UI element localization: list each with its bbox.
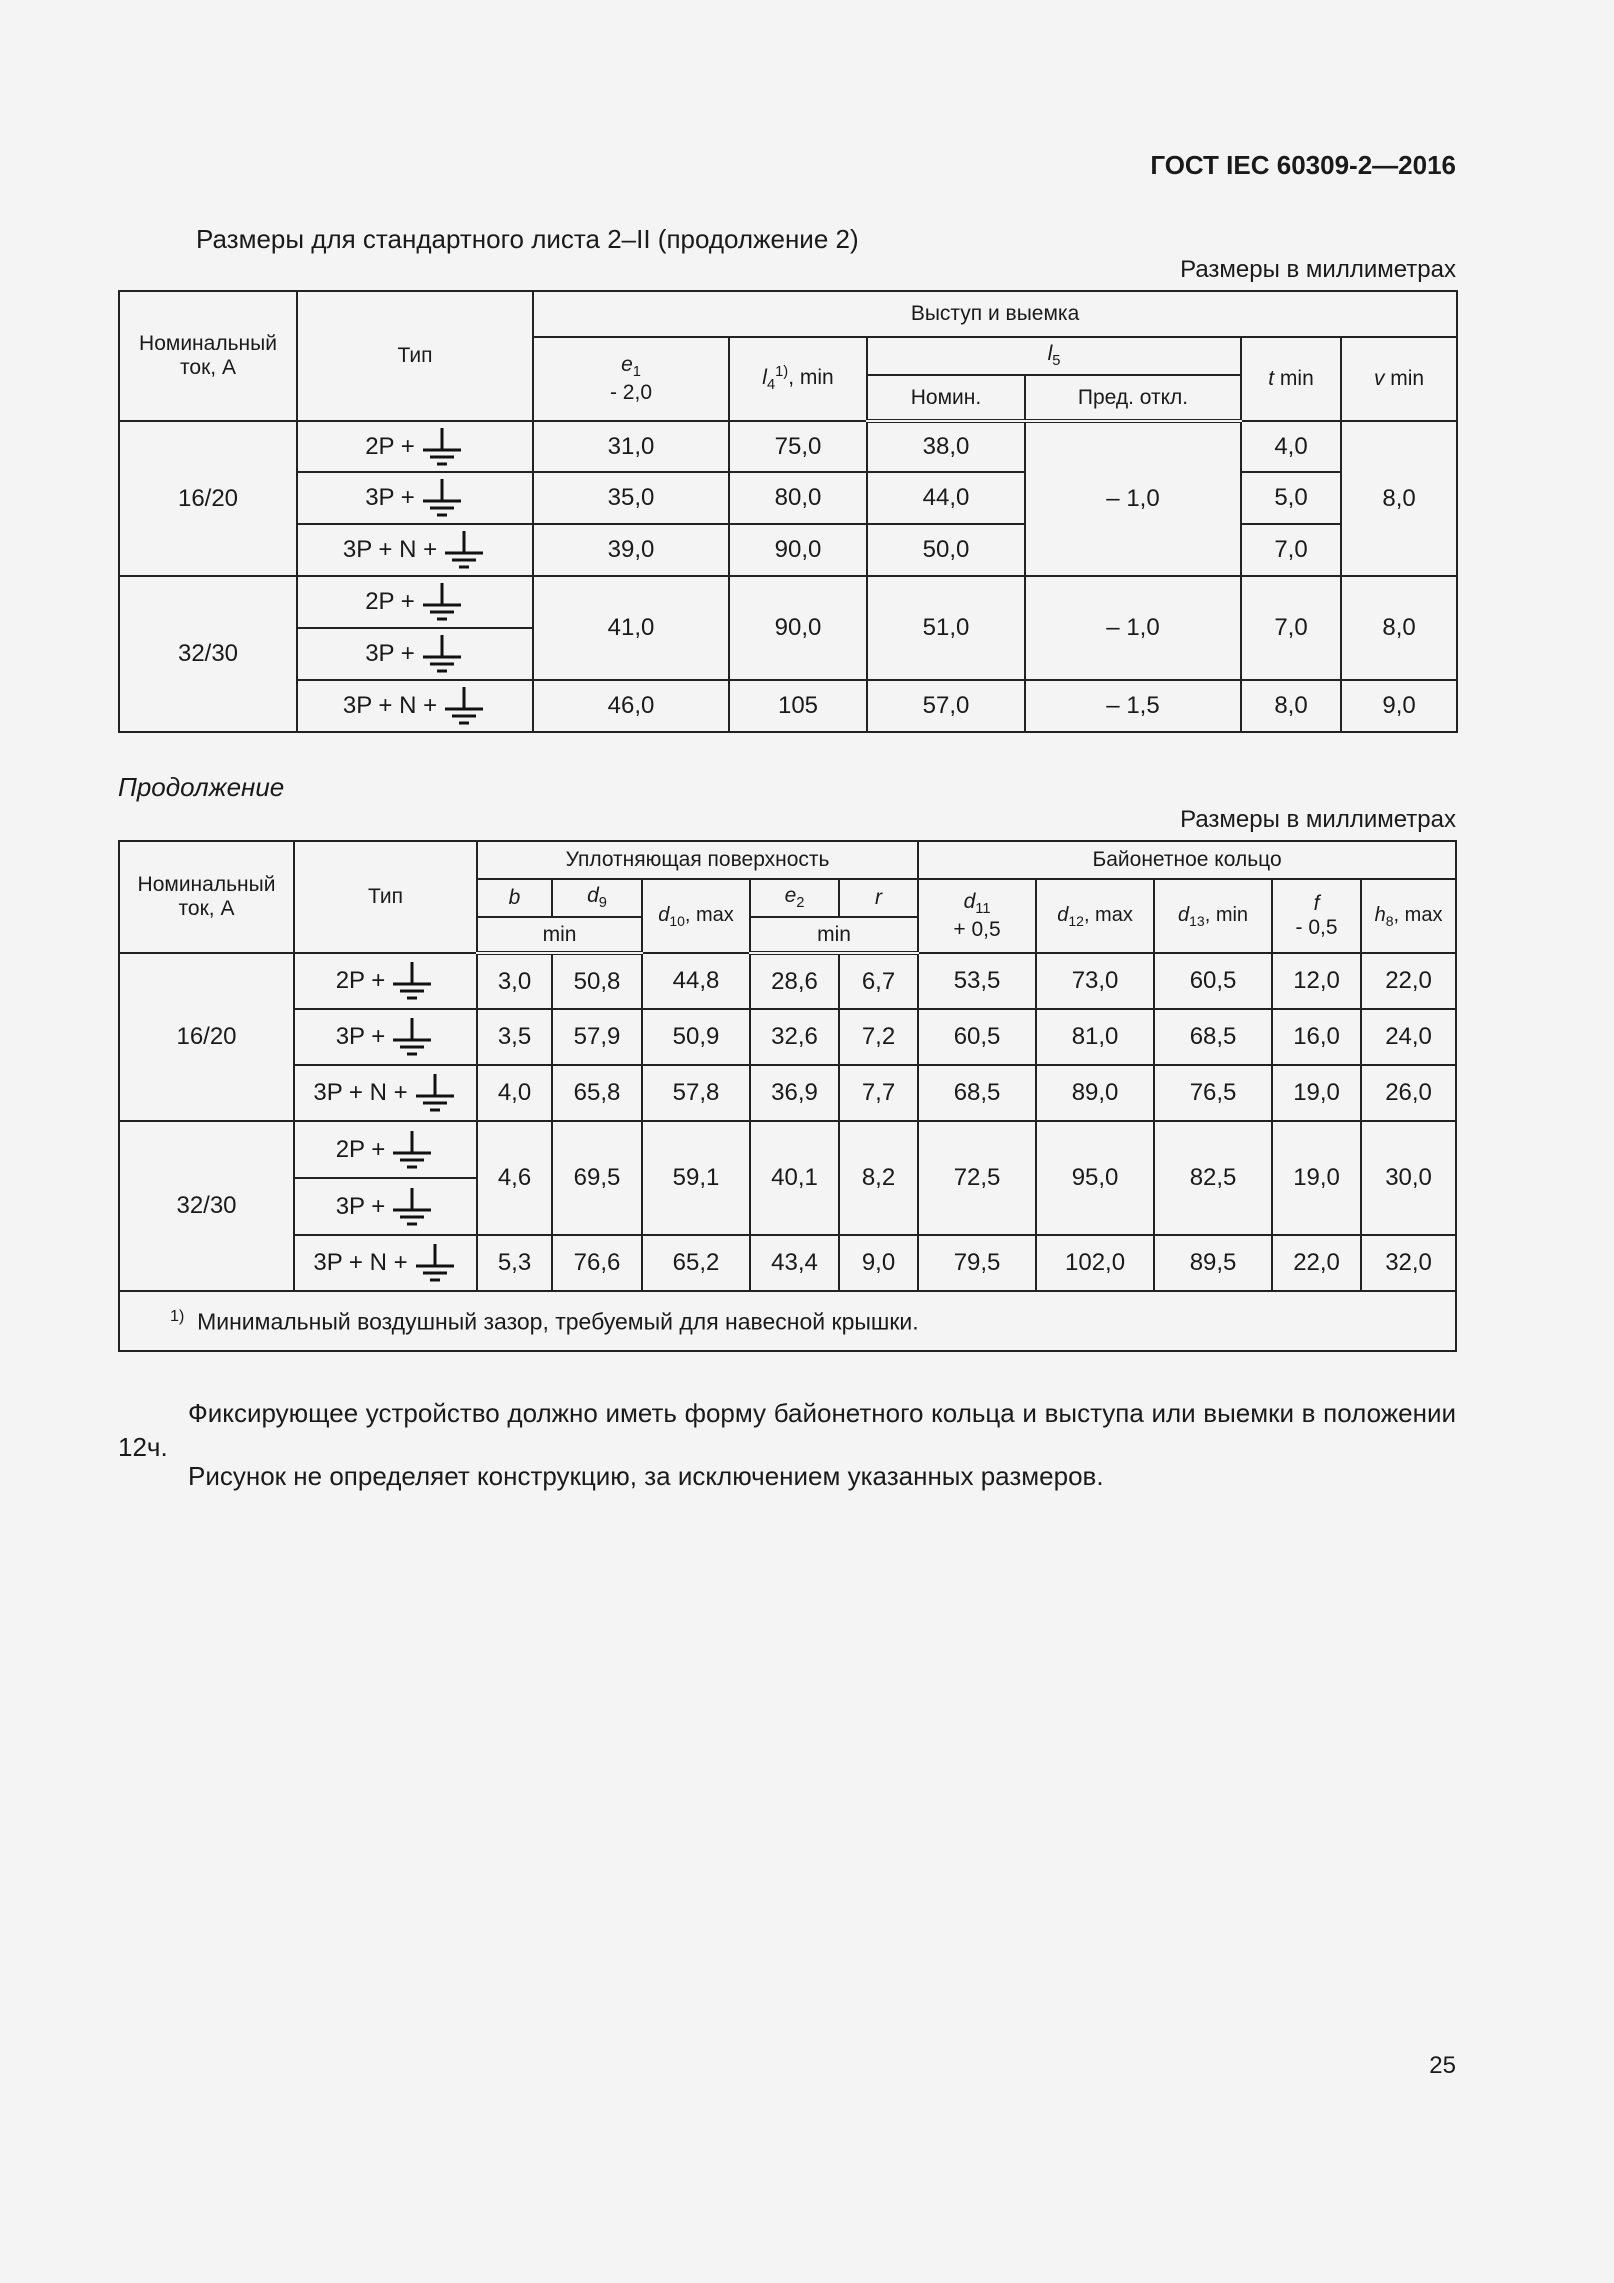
table-row <box>119 421 1457 472</box>
continuation-label: Продолжение <box>118 772 285 802</box>
d10-cell: 65,2 <box>642 1235 750 1291</box>
t-cell: 5,0 <box>1241 472 1341 524</box>
body-paragraph-2: Рисунок не определяет конструкцию, за исключением указанных размеров. <box>188 1461 1104 1491</box>
type-cell: 3P + N + <box>297 680 533 732</box>
type-cell: 3P + N + <box>297 524 533 576</box>
earth-ground-icon <box>441 685 487 727</box>
type-cell: 2P + <box>294 1121 477 1178</box>
earth-ground-icon <box>389 960 435 1002</box>
b-cell: 4,6 <box>477 1121 552 1235</box>
h8-cell: 24,0 <box>1361 1009 1456 1065</box>
f-cell: 12,0 <box>1272 953 1361 1009</box>
d13-cell: 60,5 <box>1154 953 1272 1009</box>
header-bayonet-ring: Байонетное кольцо <box>918 841 1456 879</box>
b-cell: 5,3 <box>477 1235 552 1291</box>
e1-cell: 35,0 <box>533 472 729 524</box>
d13-cell: 89,5 <box>1154 1235 1272 1291</box>
l4-cell: 90,0 <box>729 524 867 576</box>
current-cell: 16/20 <box>119 421 297 576</box>
f-cell: 16,0 <box>1272 1009 1361 1065</box>
f-cell: 19,0 <box>1272 1065 1361 1121</box>
r-cell: 8,2 <box>839 1121 918 1235</box>
f-cell: 22,0 <box>1272 1235 1361 1291</box>
earth-ground-icon <box>389 1186 435 1228</box>
table-row <box>119 953 1456 1009</box>
l4-cell: 90,0 <box>729 576 867 680</box>
deviation-cell: – 1,0 <box>1025 421 1241 576</box>
l4-cell: 80,0 <box>729 472 867 524</box>
nom-cell: 50,0 <box>867 524 1025 576</box>
current-cell: 16/20 <box>119 953 294 1121</box>
d9-cell: 50,8 <box>552 953 642 1009</box>
d13-cell: 76,5 <box>1154 1065 1272 1121</box>
d11-cell: 60,5 <box>918 1009 1036 1065</box>
b-cell: 3,5 <box>477 1009 552 1065</box>
earth-ground-icon <box>412 1072 458 1114</box>
header-d12: $d_{12}$, max <box>1036 879 1154 953</box>
table-row <box>119 576 1457 628</box>
nom-cell: 44,0 <box>867 472 1025 524</box>
d12-cell: 102,0 <box>1036 1235 1154 1291</box>
v-cell: 8,0 <box>1341 576 1457 680</box>
e2-cell: 28,6 <box>750 953 839 1009</box>
header-sealing-surface: Уплотняющая поверхность <box>477 841 918 879</box>
footnote-mark: 1) <box>170 1306 185 1325</box>
e1-cell: 46,0 <box>533 680 729 732</box>
current-cell: 32/30 <box>119 1121 294 1291</box>
header-protrusion-group: Выступ и выемка <box>533 291 1457 337</box>
header-current: Номинальный ток, А <box>119 841 294 953</box>
nom-cell: 38,0 <box>867 421 1025 472</box>
d9-cell: 69,5 <box>552 1121 642 1235</box>
r-cell: 7,7 <box>839 1065 918 1121</box>
b-cell: 3,0 <box>477 953 552 1009</box>
d11-cell: 72,5 <box>918 1121 1036 1235</box>
e1-cell: 31,0 <box>533 421 729 472</box>
header-min-e2-r: min <box>750 917 918 953</box>
dimensions-table-2 <box>118 840 1457 1352</box>
d10-cell: 44,8 <box>642 953 750 1009</box>
header-b: b <box>477 879 552 917</box>
d11-cell: 53,5 <box>918 953 1036 1009</box>
header-type: Тип <box>294 841 477 953</box>
t-cell: 7,0 <box>1241 576 1341 680</box>
type-cell: 3P + <box>294 1178 477 1235</box>
header-d9: $d_9$ <box>552 879 642 917</box>
header-d13: $d_{13}$, min <box>1154 879 1272 953</box>
type-cell: 2P + <box>294 953 477 1009</box>
body-paragraph-1: Фиксирующее устройство должно иметь форму байонетного кольца и выступа или выемки в положении 12ч. <box>118 1398 1456 1462</box>
type-cell: 3P + N + <box>294 1065 477 1121</box>
earth-ground-icon <box>419 633 465 675</box>
type-cell: 3P + N + <box>294 1235 477 1291</box>
table-row <box>119 524 1457 576</box>
d9-cell: 65,8 <box>552 1065 642 1121</box>
h8-cell: 22,0 <box>1361 953 1456 1009</box>
earth-ground-icon <box>441 529 487 571</box>
header-h8: $h_8$, max <box>1361 879 1456 953</box>
earth-ground-icon <box>389 1016 435 1058</box>
nom-cell: 51,0 <box>867 576 1025 680</box>
d10-cell: 57,8 <box>642 1065 750 1121</box>
dimensions-table-1 <box>118 290 1458 733</box>
earth-ground-icon <box>389 1129 435 1171</box>
d9-cell: 76,6 <box>552 1235 642 1291</box>
header-v: v min <box>1341 337 1457 421</box>
l4-cell: 105 <box>729 680 867 732</box>
header-r: r <box>839 879 918 917</box>
d10-cell: 59,1 <box>642 1121 750 1235</box>
header-d11: $d_{11}$ + 0,5 <box>918 879 1036 953</box>
earth-ground-icon <box>412 1242 458 1284</box>
footnote-text: Минимальный воздушный зазор, требуемый для навесной крышки. <box>197 1308 919 1335</box>
e2-cell: 43,4 <box>750 1235 839 1291</box>
section-title: Размеры для стандартного листа 2–II (продолжение 2) <box>196 224 859 254</box>
header-d10: $d_{10}$, max <box>642 879 750 953</box>
header-min-b-d9: min <box>477 917 642 953</box>
r-cell: 7,2 <box>839 1009 918 1065</box>
header-e1: $e_1$ - 2,0 <box>533 337 729 421</box>
d11-cell: 68,5 <box>918 1065 1036 1121</box>
header-e2: $e_2$ <box>750 879 839 917</box>
type-cell: 3P + <box>294 1009 477 1065</box>
header-l5: $l_5$ <box>867 337 1241 375</box>
d12-cell: 89,0 <box>1036 1065 1154 1121</box>
e1-cell: 39,0 <box>533 524 729 576</box>
d12-cell: 73,0 <box>1036 953 1154 1009</box>
e2-cell: 32,6 <box>750 1009 839 1065</box>
header-f: f - 0,5 <box>1272 879 1361 953</box>
type-cell: 2P + <box>297 421 533 472</box>
nom-cell: 57,0 <box>867 680 1025 732</box>
h8-cell: 32,0 <box>1361 1235 1456 1291</box>
header-deviation: Пред. откл. <box>1025 375 1241 421</box>
header-current: Номинальный ток, А <box>119 291 297 421</box>
table-row <box>119 680 1457 732</box>
page-number: 25 <box>1429 2052 1456 2079</box>
deviation-cell: – 1,0 <box>1025 576 1241 680</box>
e2-cell: 36,9 <box>750 1065 839 1121</box>
current-cell: 32/30 <box>119 576 297 732</box>
d11-cell: 79,5 <box>918 1235 1036 1291</box>
t-cell: 7,0 <box>1241 524 1341 576</box>
e2-cell: 40,1 <box>750 1121 839 1235</box>
earth-ground-icon <box>419 477 465 519</box>
earth-ground-icon <box>419 581 465 623</box>
type-cell: 3P + <box>297 472 533 524</box>
deviation-cell: – 1,5 <box>1025 680 1241 732</box>
table-row <box>119 1235 1456 1291</box>
table-footnote <box>119 1291 1456 1351</box>
table-row <box>119 1065 1456 1121</box>
header-l4: $l_4^{1)}$, min <box>729 337 867 421</box>
b-cell: 4,0 <box>477 1065 552 1121</box>
f-cell: 19,0 <box>1272 1121 1361 1235</box>
units-label-2: Размеры в миллиметрах <box>1180 806 1456 833</box>
header-type: Тип <box>297 291 533 421</box>
d13-cell: 68,5 <box>1154 1009 1272 1065</box>
e1-cell: 41,0 <box>533 576 729 680</box>
t-cell: 8,0 <box>1241 680 1341 732</box>
table-row <box>119 1121 1456 1178</box>
d10-cell: 50,9 <box>642 1009 750 1065</box>
type-cell: 3P + <box>297 628 533 680</box>
v-cell: 9,0 <box>1341 680 1457 732</box>
d12-cell: 95,0 <box>1036 1121 1154 1235</box>
table-row <box>119 472 1457 524</box>
d12-cell: 81,0 <box>1036 1009 1154 1065</box>
units-label-1: Размеры в миллиметрах <box>1180 256 1456 283</box>
header-nominal: Номин. <box>867 375 1025 421</box>
d13-cell: 82,5 <box>1154 1121 1272 1235</box>
h8-cell: 30,0 <box>1361 1121 1456 1235</box>
l4-cell: 75,0 <box>729 421 867 472</box>
d9-cell: 57,9 <box>552 1009 642 1065</box>
document-standard-number: ГОСТ IEC 60309-2—2016 <box>1150 150 1456 180</box>
h8-cell: 26,0 <box>1361 1065 1456 1121</box>
t-cell: 4,0 <box>1241 421 1341 472</box>
table-row <box>119 1009 1456 1065</box>
type-cell: 2P + <box>297 576 533 628</box>
r-cell: 6,7 <box>839 953 918 1009</box>
header-t: t min <box>1241 337 1341 421</box>
earth-ground-icon <box>419 426 465 468</box>
r-cell: 9,0 <box>839 1235 918 1291</box>
v-cell: 8,0 <box>1341 421 1457 576</box>
